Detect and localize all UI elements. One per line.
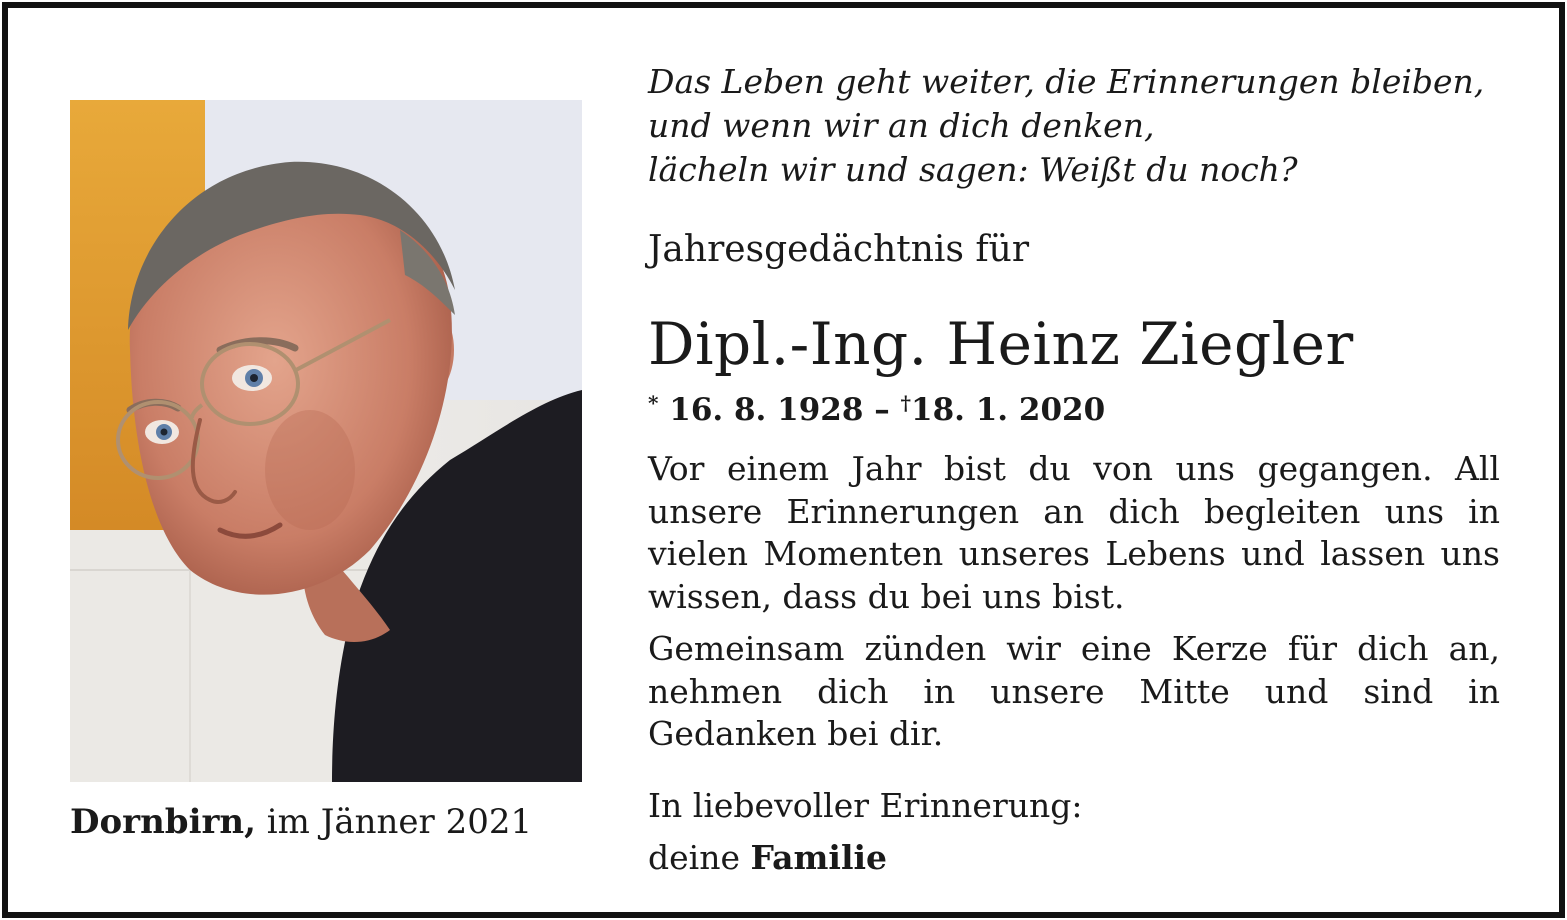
- poem-line: Das Leben geht weiter, die Erinnerungen bleiben,: [648, 62, 1485, 101]
- closing-line: In liebevoller Erinnerung:: [648, 786, 1083, 825]
- memorial-paragraph: Gemeinsam zünden wir eine Kerze für dich an, nehmen dich in unsere Mitte und sind in Gedanken bei dir.: [648, 629, 1500, 753]
- caption-date: im Jänner 2021: [266, 802, 533, 842]
- memorial-paragraph: Vor einem Jahr bist du von uns gegangen. All unsere Erinnerungen an dich begleiten uns in vielen Momenten unseres Lebens und lassen uns wissen, dass du bei uns bist.: [648, 449, 1500, 616]
- death-date: 18. 1. 2020: [911, 392, 1106, 428]
- portrait-illustration: [70, 100, 582, 782]
- date-separator: –: [874, 392, 890, 428]
- memorial-intro: Jahresgedächtnis für: [648, 229, 1030, 270]
- signature: [648, 836, 1500, 880]
- portrait-photo: [70, 100, 582, 782]
- obituary-card: [2, 2, 1565, 918]
- deceased-name: Dipl.-Ing. Heinz Ziegler: [648, 310, 1354, 378]
- death-symbol: †: [900, 391, 911, 415]
- caption-place: Dornbirn,: [70, 802, 256, 842]
- poem-line: und wenn wir an dich denken,: [648, 106, 1155, 145]
- life-dates: [648, 382, 1500, 431]
- memorial-poem: [648, 60, 1500, 192]
- signature-family: Familie: [750, 838, 888, 877]
- birth-date: 16. 8. 1928: [669, 392, 864, 428]
- place-date-caption: [70, 802, 532, 842]
- signature-prefix: deine: [648, 838, 740, 877]
- poem-line: lächeln wir und sagen: Weißt du noch?: [648, 150, 1298, 189]
- birth-symbol: *: [648, 391, 659, 415]
